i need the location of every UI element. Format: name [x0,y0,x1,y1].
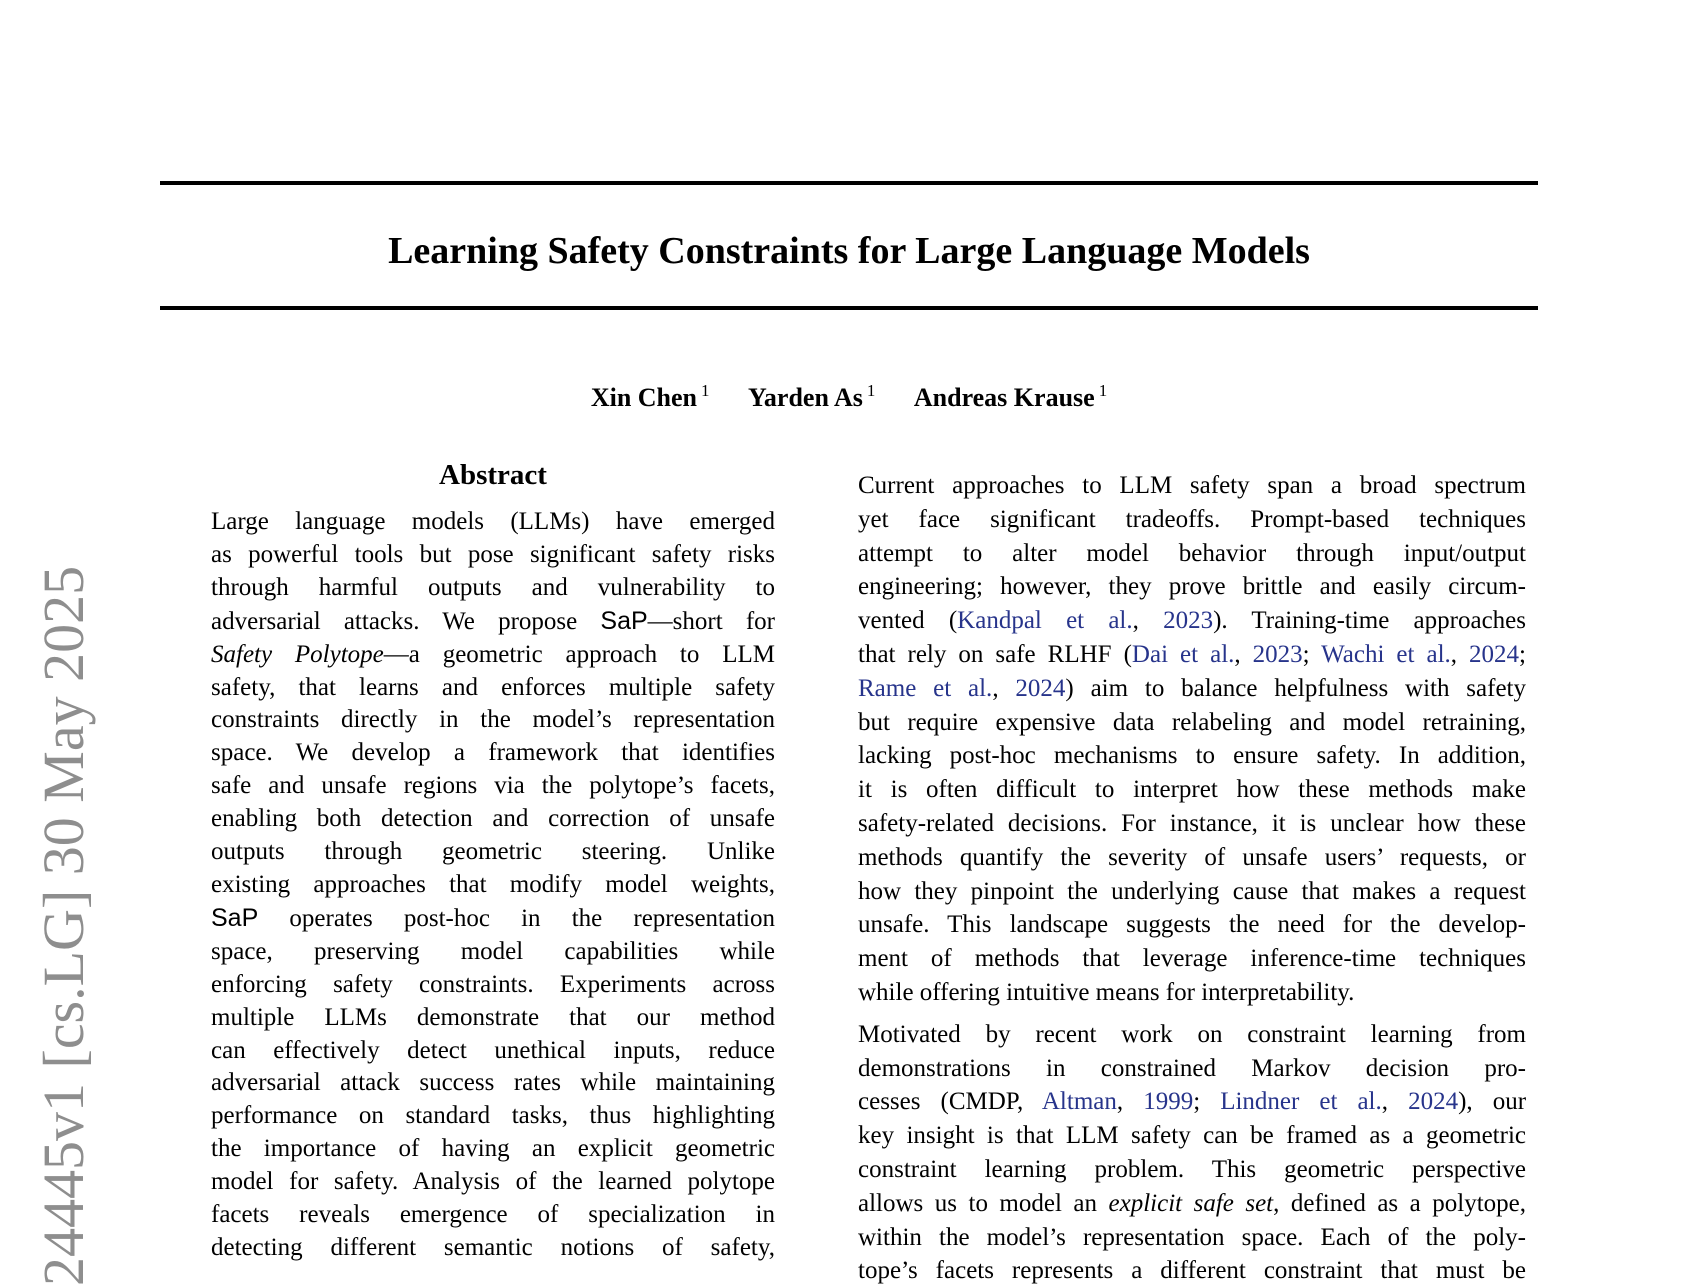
text-segment: —a geometric approach to LLM [383,640,775,668]
text-segment: safe and unsafe regions via the polytope’s facets, [211,772,775,800]
citation-link[interactable]: Lindner et al. [1220,1088,1382,1116]
text-segment: performance on standard tasks, thus highlighting [211,1102,775,1130]
text-segment: , [1450,640,1470,668]
text-segment: enforcing safety constraints. Experiments across [211,970,775,998]
text-segment: existing approaches that modify model weights, [211,870,775,898]
text-segment: how they pinpoint the underlying cause that makes a request [858,877,1526,905]
authors-line [160,381,1538,413]
text-segment: adversarial attacks. We propose [211,607,601,635]
text-line [858,875,1526,909]
text-segment: SaP [600,606,648,635]
text-segment: ; [1302,640,1322,668]
text-segment: ). Training-time approaches [1213,607,1526,635]
text-line [211,1199,775,1232]
title-rule-bottom [160,306,1538,310]
text-line [858,1221,1526,1255]
text-segment: safety, that learns and enforces multiple safety [211,673,775,701]
intro-paragraph-1 [858,469,1526,1010]
text-segment: as powerful tools but pose significant safety risks [211,540,775,568]
text-line [858,1085,1526,1119]
text-line [211,1067,775,1100]
text-line [211,1100,775,1133]
text-segment: but require expensive data relabeling and model retraining, [858,708,1526,736]
text-segment: cesses (CMDP, [858,1088,1042,1116]
text-segment: space. We develop a framework that identifies [211,739,775,767]
text-line [858,773,1526,807]
citation-link[interactable]: 2024 [1469,640,1520,668]
text-segment: the importance of having an explicit geometric [211,1135,775,1163]
affiliation-superscript: 1 [701,381,710,400]
text-segment: ; [1519,640,1526,668]
text-segment: tope’s facets represents a different constraint that must be [858,1257,1526,1285]
text-segment: ment of methods that leverage inference-time techniques [858,945,1526,973]
citation-link[interactable]: 2024 [1015,674,1066,702]
citation-link[interactable]: 1999 [1143,1088,1194,1116]
citation-link[interactable]: 2024 [1408,1088,1459,1116]
text-segment: within the model’s representation space. Each of the poly- [858,1223,1526,1251]
text-line [858,469,1526,503]
text-line [858,976,1526,1010]
author [748,383,875,412]
text-line [858,841,1526,875]
text-line [858,672,1526,706]
text-segment: outputs through geometric steering. Unlike [211,838,775,866]
text-segment: —short for [647,607,775,635]
text-segment: , defined as a polytope, [1273,1189,1526,1217]
text-line [211,770,775,803]
text-segment: space, preserving model capabilities while [211,937,775,965]
text-segment: Current approaches to LLM safety span a broad spectrum [858,472,1526,499]
citation-link[interactable]: 2023 [1252,640,1303,668]
text-line [211,1002,775,1035]
text-line [211,737,775,770]
affiliation-superscript: 1 [866,381,876,400]
affiliation-superscript: 1 [1098,381,1108,400]
title-rule-top [160,181,1538,185]
text-segment: through harmful outputs and vulnerability to [211,573,775,601]
text-segment: Safety Polytope [211,640,384,668]
text-line [858,706,1526,740]
text-line [211,539,775,572]
text-segment: constraints directly in the model’s representation [211,706,775,734]
text-line [211,869,775,902]
text-line [858,1052,1526,1086]
introduction-column [858,469,1526,1288]
text-line [211,1133,775,1166]
text-segment: operates post-hoc in the representation [258,904,775,932]
intro-paragraph-2 [858,1018,1526,1288]
text-line [858,537,1526,571]
text-segment: it is often difficult to interpret how these methods make [858,776,1526,804]
text-line [211,936,775,969]
text-line [211,803,775,836]
text-line [211,605,775,639]
text-segment: enabling both detection and correction of unsafe [211,805,775,833]
text-line [211,672,775,705]
text-segment: ; [1193,1088,1221,1116]
text-segment: , [1234,640,1253,668]
text-segment: adversarial attack success rates while maintaining [211,1069,775,1097]
text-segment: model for safety. Analysis of the learned polytope [211,1168,775,1196]
text-segment: explicit safe set [1108,1189,1274,1217]
citation-link[interactable]: Kandpal et al. [957,607,1133,635]
author-name: Xin Chen [590,382,698,412]
text-segment: attempt to alter model behavior through input/output [858,539,1526,567]
paper-title: Learning Safety Constraints for Large Language Models [388,230,1310,272]
text-line [858,1254,1526,1288]
text-segment: , [1116,1088,1144,1116]
text-line [858,942,1526,976]
abstract-text [211,506,775,1265]
text-line [211,1166,775,1199]
text-segment: facets reveals emergence of specialization in [211,1201,775,1229]
text-line [858,1119,1526,1153]
text-line [858,1153,1526,1187]
text-segment: key insight is that LLM safety can be framed as a geometric [858,1122,1526,1150]
text-segment: Motivated by recent work on constraint learning from [858,1020,1526,1048]
text-segment: allows us to model an [858,1189,1109,1217]
text-line [858,1018,1526,1052]
text-segment: , [992,674,1016,702]
text-line [211,506,775,539]
text-segment: Large language models (LLMs) have emerged [211,508,775,535]
abstract-heading: Abstract [439,459,547,491]
text-segment: vented ( [858,607,958,635]
text-segment: unsafe. This landscape suggests the need for the develop- [858,911,1526,939]
text-segment: , [1381,1088,1409,1116]
text-segment: multiple LLMs demonstrate that our method [211,1003,775,1031]
text-line [211,1035,775,1068]
author [914,383,1107,412]
text-segment: ), our [1458,1088,1527,1116]
text-segment: methods quantify the severity of unsafe users’ requests, or [858,843,1526,871]
citation-link[interactable]: Altman [1041,1088,1117,1116]
text-segment: that rely on safe RLHF ( [858,640,1132,668]
text-line [858,739,1526,773]
text-line [858,638,1526,672]
text-segment: yet face significant tradeoffs. Prompt-based techniques [858,505,1526,533]
citation-link[interactable]: Dai et al. [1131,640,1235,668]
text-line [858,570,1526,604]
text-line [211,572,775,605]
text-line [211,902,775,936]
text-line [211,1232,775,1265]
arxiv-watermark: 24445v1 [cs.LG] 30 May 2025 [31,565,96,1286]
author [591,383,710,412]
citation-link[interactable]: Wachi et al. [1321,640,1451,668]
text-line [211,639,775,672]
text-segment: , [1132,607,1164,635]
text-line [858,503,1526,537]
author-name: Yarden As [748,382,863,412]
text-line [858,908,1526,942]
text-segment: demonstrations in constrained Markov decision pro- [858,1054,1526,1082]
text-segment: can effectively detect unethical inputs, reduce [211,1036,775,1064]
text-line [858,807,1526,841]
text-segment: safety-related decisions. For instance, it is unclear how these [858,809,1526,837]
text-segment: detecting different semantic notions of safety, [211,1233,775,1261]
text-line [211,969,775,1002]
text-segment: constraint learning problem. This geometric perspective [858,1155,1526,1183]
text-segment: lacking post-hoc mechanisms to ensure safety. In addition, [858,742,1526,770]
text-segment: engineering; however, they prove brittle and easily circum- [858,573,1526,601]
citation-link[interactable]: 2023 [1163,607,1214,635]
text-segment: while offering intuitive means for interpretability. [858,978,1355,1006]
text-line [858,1187,1526,1221]
text-line [858,604,1526,638]
text-line [211,704,775,737]
citation-link[interactable]: Rame et al. [858,674,993,702]
author-name: Andreas Krause [913,382,1095,412]
text-line [211,836,775,869]
text-segment: ) aim to balance helpfulness with safety [1065,674,1526,702]
text-segment: SaP [211,903,259,932]
